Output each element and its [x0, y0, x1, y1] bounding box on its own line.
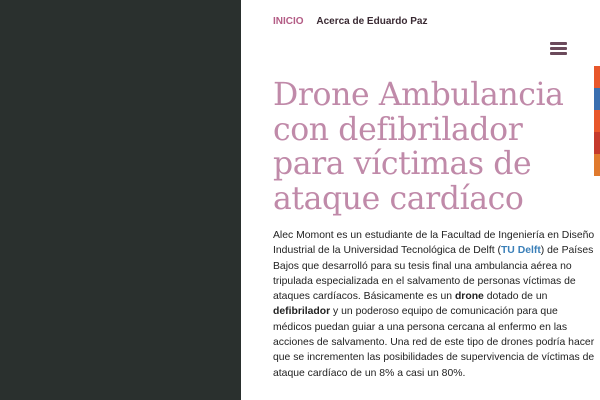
main-content: [241, 0, 600, 400]
article-text: y un poderoso equipo de comunicación para que médicos puedan guiar a una persona cercana al enfermo en las acciones de salvamento. Una red de este tipo de drones podría hacer que se incrementen las posibilidades de supervivencia de víctimas de ataque cardíaco de un 8% a casi un 80%.: [273, 306, 595, 379]
article-title: Drone Ambulancia con defibrilador para víctimas de ataque cardíaco: [273, 77, 564, 217]
nav-about-link[interactable]: Acerca de Eduardo Paz: [316, 16, 428, 27]
share-button[interactable]: [594, 154, 600, 176]
share-button[interactable]: [594, 88, 600, 110]
bold-term-defibrilador: defibrilador: [273, 306, 331, 318]
share-button[interactable]: [594, 132, 600, 154]
article-text: dotado de un: [483, 291, 548, 303]
tu-delft-link[interactable]: TU Delft: [500, 245, 541, 257]
article-text: ) de Países Bajos que desarrolló para su tesis final una ambulancia aérea no tripulada especializada en el salvamento de personas víctimas de ataques cardíacos. Básicamente es un: [273, 245, 594, 303]
article-body: [273, 228, 595, 381]
nav-home-link[interactable]: INICIO: [273, 16, 304, 27]
top-nav: [273, 16, 438, 27]
sidebar: [0, 0, 241, 400]
share-bar: [594, 66, 600, 176]
hamburger-menu-icon[interactable]: [550, 42, 567, 56]
article-text: Alec Momont es un estudiante de la Facultad de Ingeniería en Diseño Industrial de la Universidad Tecnológica de Delft (: [273, 230, 595, 257]
share-button[interactable]: [594, 110, 600, 132]
bold-term-drone: drone: [454, 291, 484, 303]
share-button[interactable]: [594, 66, 600, 88]
